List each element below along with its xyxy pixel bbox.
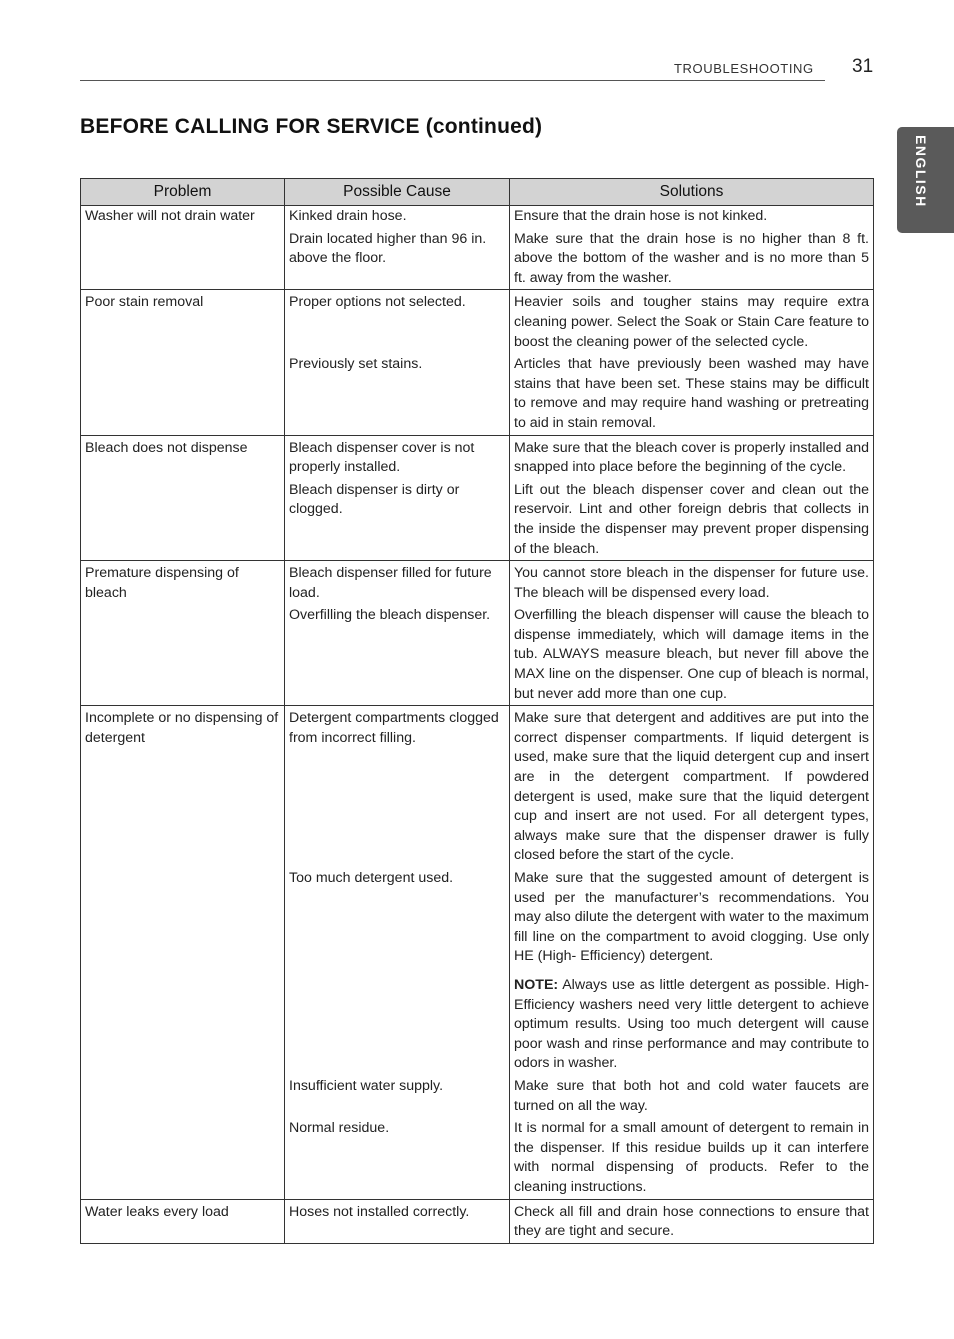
- cause-cell: Overfilling the bleach dispenser.: [285, 603, 510, 705]
- problem-cell: Water leaks every load: [81, 1199, 285, 1243]
- header-rule: [80, 80, 825, 81]
- table-row: [81, 561, 874, 604]
- language-tab: [897, 127, 954, 233]
- problem-cell: Premature dispensing of bleach: [81, 561, 285, 706]
- column-header-possible-cause: Possible Cause: [285, 179, 510, 206]
- table-row: [81, 1199, 874, 1243]
- cause-cell: Hoses not installed correctly.: [285, 1199, 510, 1243]
- solution-cell: Make sure that detergent and additives are put into the correct dispenser compartments. If liquid detergent is used, make sure that the liquid detergent cup and insert are in the detergent compartment. If powdered detergent is used, make sure that the liquid detergent cup and insert are not used. For all detergent types, always make sure that the dispenser drawer is fully closed before the start of the cycle.: [510, 706, 874, 866]
- cause-cell: Too much detergent used.: [285, 866, 510, 967]
- table-row: [81, 435, 874, 478]
- note-cell: [510, 967, 874, 1074]
- table-header-row: [81, 179, 874, 206]
- note-text: Always use as little detergent as possible. High-Efficiency washers need very little detergent to achieve optimum results. Using too much detergent will cause poor wash and rinse performance and may contribute to odors in washer.: [514, 976, 870, 1072]
- language-tab-label: ENGLISH: [913, 135, 929, 208]
- solution-cell: It is normal for a small amount of detergent to remain in the dispenser. If this residue builds up it can interfere with normal dispensing of products. Refer to the cleaning instructions.: [510, 1116, 874, 1199]
- page-title: BEFORE CALLING FOR SERVICE (continued): [80, 115, 543, 138]
- solution-cell: Make sure that the drain hose is no higher than 8 ft. above the bottom of the washer and is no more than 5 ft. away from the washer.: [510, 227, 874, 290]
- cause-cell: Bleach dispenser cover is not properly installed.: [285, 435, 510, 478]
- cause-cell: Kinked drain hose.: [285, 206, 510, 227]
- cause-cell: Drain located higher than 96 in. above the floor.: [285, 227, 510, 290]
- problem-cell: Poor stain removal: [81, 290, 285, 435]
- column-header-solutions: Solutions: [510, 179, 874, 206]
- solution-cell: Lift out the bleach dispenser cover and clean out the reservoir. Lint and other foreign debris that collects in the inside the dispenser may prevent proper dispensing of the bleach.: [510, 478, 874, 561]
- cause-cell: Bleach dispenser is dirty or clogged.: [285, 478, 510, 561]
- solution-cell: Make sure that the bleach cover is properly installed and snapped into place before the beginning of the cycle.: [510, 435, 874, 478]
- solution-cell: Make sure that both hot and cold water faucets are turned on all the way.: [510, 1074, 874, 1116]
- section-header: TROUBLESHOOTING: [674, 61, 814, 76]
- note-label: NOTE:: [514, 976, 559, 993]
- cause-cell: Insufficient water supply.: [285, 1074, 510, 1116]
- cause-cell: Normal residue.: [285, 1116, 510, 1199]
- cause-cell-empty: [285, 967, 510, 1074]
- problem-cell: Washer will not drain water: [81, 206, 285, 290]
- solution-cell: Ensure that the drain hose is not kinked.: [510, 206, 874, 227]
- column-header-problem: Problem: [81, 179, 285, 206]
- solution-cell: Make sure that the suggested amount of detergent is used per the manufacturer’s recommendations. You may also dilute the detergent with water to the maximum fill line on the compartment to avoid clogging. Use only HE (High- Efficiency) detergent.: [510, 866, 874, 967]
- solution-cell: You cannot store bleach in the dispenser for future use. The bleach will be dispensed every load.: [510, 561, 874, 604]
- solution-cell: Heavier soils and tougher stains may require extra cleaning power. Select the Soak or Stain Care feature to boost the cleaning power of the selected cycle.: [510, 290, 874, 352]
- table-row: [81, 290, 874, 352]
- solution-cell: Articles that have previously been washed may have stains that have been set. These stains may be difficult to remove and may require hand washing or pretreating to aid in stain removal.: [510, 352, 874, 435]
- solution-cell: Overfilling the bleach dispenser will cause the bleach to dispense immediately, which will damage items in the tub. ALWAYS measure bleach, but never fill above the MAX line on the dispenser. One cup of bleach is normal, but never add more than one cup.: [510, 603, 874, 705]
- troubleshooting-table: [80, 178, 874, 1244]
- solution-cell: Check all fill and drain hose connections to ensure that they are tight and secure.: [510, 1199, 874, 1243]
- problem-cell: Incomplete or no dispensing of detergent: [81, 706, 285, 1199]
- cause-cell: Proper options not selected.: [285, 290, 510, 352]
- cause-cell: Detergent compartments clogged from incorrect filling.: [285, 706, 510, 866]
- table-row: [81, 206, 874, 227]
- cause-cell: Previously set stains.: [285, 352, 510, 435]
- problem-cell: Bleach does not dispense: [81, 435, 285, 561]
- table-row: [81, 706, 874, 866]
- page-number: 31: [852, 56, 874, 77]
- cause-cell: Bleach dispenser filled for future load.: [285, 561, 510, 604]
